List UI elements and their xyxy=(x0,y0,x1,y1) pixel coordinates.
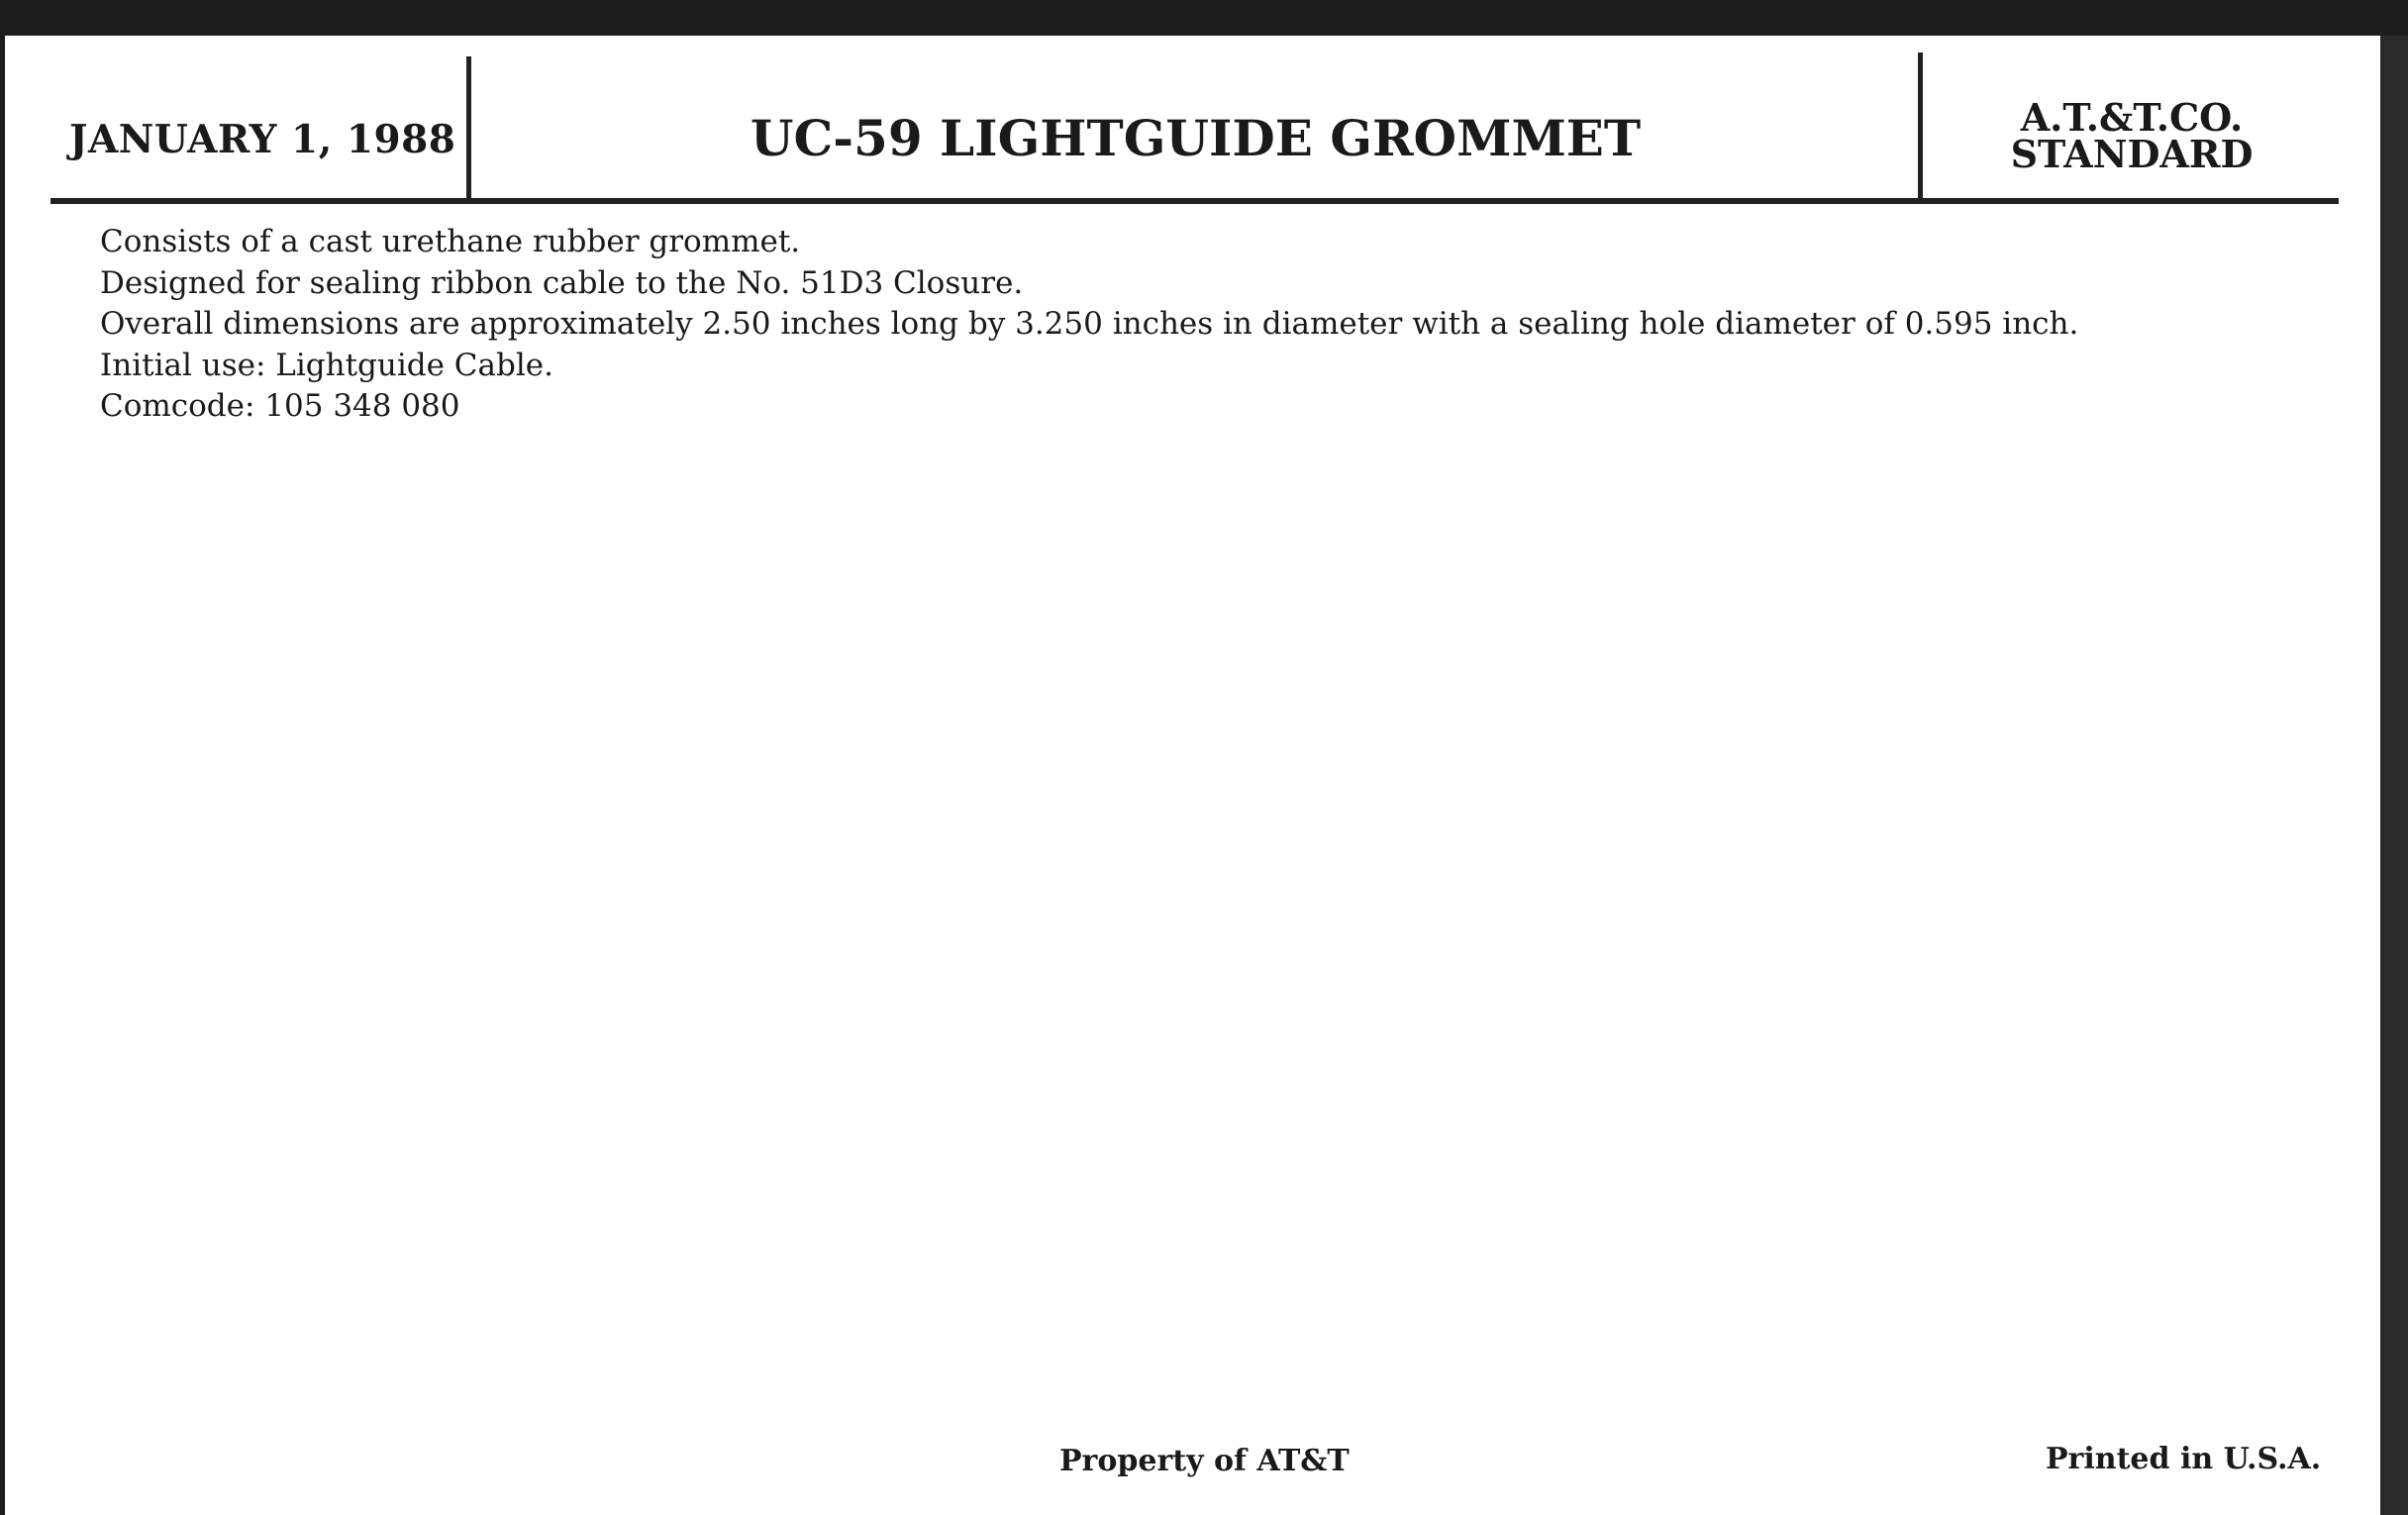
header-rule xyxy=(50,198,2339,204)
scan-edge xyxy=(2380,36,2408,1515)
header-divider-right xyxy=(1918,52,1923,200)
description-line: Comcode: 105 348 080 xyxy=(100,388,460,424)
printed-notice: Printed in U.S.A. xyxy=(2046,1442,2322,1476)
description-line: Initial use: Lightguide Cable. xyxy=(100,347,553,383)
description-line: Overall dimensions are approximately 2.50 inches long by 3.250 inches in diameter with a sealing hole diameter of 0.595 inch. xyxy=(100,306,2079,342)
property-notice: Property of AT&T xyxy=(1059,1444,1350,1478)
description-block xyxy=(100,222,2078,428)
standard-label-line-2: STANDARD xyxy=(2010,132,2254,176)
description-line: Consists of a cast urethane rubber grommet. xyxy=(100,224,801,259)
standard-label xyxy=(1924,95,2340,176)
issue-date: JANUARY 1, 1988 xyxy=(69,117,456,162)
description-line: Designed for sealing ribbon cable to the No. 51D3 Closure. xyxy=(100,264,1024,301)
document-title: UC-59 LIGHTGUIDE GROMMET xyxy=(750,109,1642,167)
standard-label-line-1: A.T.&T.CO. xyxy=(2020,95,2244,140)
